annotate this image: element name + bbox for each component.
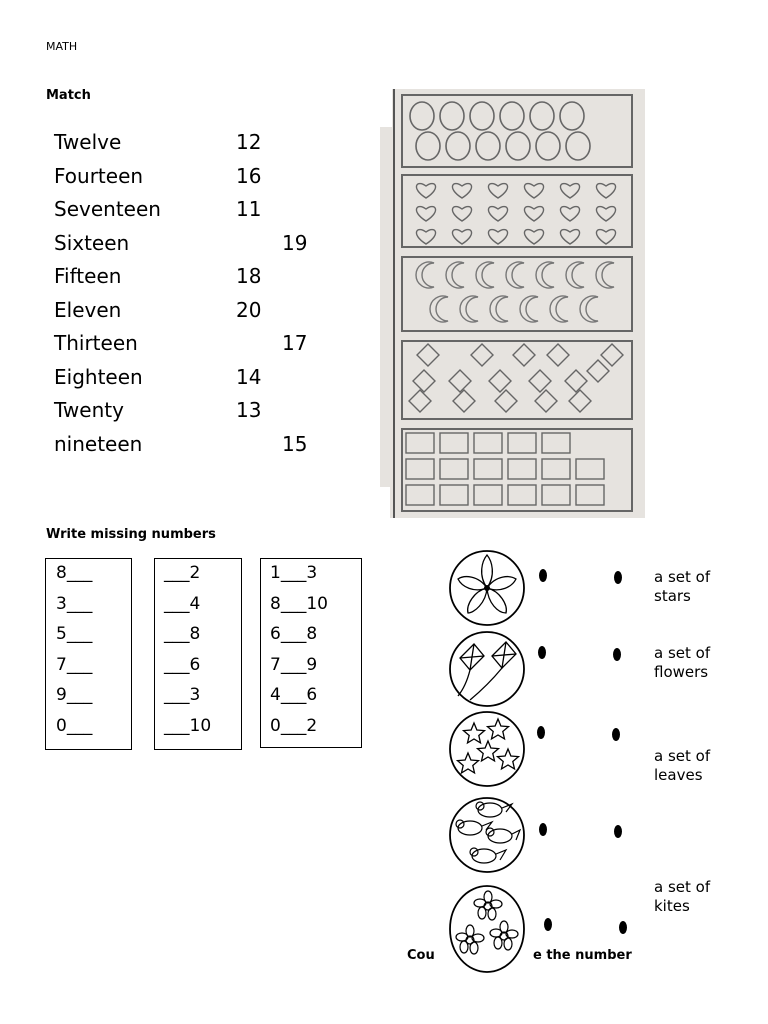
match-word: Fourteen bbox=[54, 164, 144, 188]
heart-icon bbox=[488, 184, 507, 198]
count-instruction-end: e the number bbox=[533, 948, 632, 963]
square-icon bbox=[474, 485, 502, 505]
square-icon bbox=[508, 459, 536, 479]
set-label-stars: a set of stars bbox=[654, 568, 711, 605]
leaf-circle-icon bbox=[448, 549, 526, 627]
match-number: 15 bbox=[282, 432, 308, 456]
blank-line: 3___ bbox=[56, 594, 93, 614]
moon-icon bbox=[416, 262, 434, 288]
oval-icon bbox=[560, 102, 584, 130]
moon-icon bbox=[596, 262, 614, 288]
match-word: Eighteen bbox=[54, 365, 143, 389]
diamond-icon bbox=[449, 370, 471, 392]
blank-line: 1___3 bbox=[270, 563, 318, 583]
oval-icon bbox=[500, 102, 524, 130]
diamond-icon bbox=[417, 344, 439, 366]
blank-line: 6___8 bbox=[270, 624, 318, 644]
diamond-icon bbox=[471, 344, 493, 366]
oval-icons bbox=[410, 102, 590, 160]
blank-line: 8___ bbox=[56, 563, 93, 583]
square-icon bbox=[542, 485, 570, 505]
match-dot-left[interactable] bbox=[539, 569, 547, 582]
heart-icon bbox=[452, 230, 471, 244]
heart-icon bbox=[416, 207, 435, 221]
square-icon bbox=[440, 459, 468, 479]
square-icon bbox=[406, 459, 434, 479]
match-title: Match bbox=[46, 88, 91, 103]
match-number: 20 bbox=[236, 298, 262, 322]
heart-icon bbox=[452, 207, 471, 221]
match-number: 19 bbox=[282, 231, 308, 255]
match-dot-right[interactable] bbox=[619, 921, 627, 934]
moon-icon bbox=[550, 296, 568, 322]
oval-icon bbox=[566, 132, 590, 160]
square-icon bbox=[474, 433, 502, 453]
match-number: 17 bbox=[282, 331, 308, 355]
diamond-icon bbox=[453, 390, 475, 412]
heart-icon bbox=[524, 207, 543, 221]
moon-icon bbox=[476, 262, 494, 288]
diamond-icon bbox=[409, 390, 431, 412]
match-number: 11 bbox=[236, 197, 262, 221]
match-dot-right[interactable] bbox=[612, 728, 620, 741]
moon-icon bbox=[460, 296, 478, 322]
set-label-kites: a set of kites bbox=[654, 878, 711, 915]
square-icon bbox=[474, 459, 502, 479]
square-icon bbox=[576, 459, 604, 479]
square-icon bbox=[542, 433, 570, 453]
square-row bbox=[402, 429, 632, 511]
blank-line: 8___10 bbox=[270, 594, 328, 614]
heart-icon bbox=[488, 230, 507, 244]
diamond-icon bbox=[565, 370, 587, 392]
heart-icon bbox=[524, 184, 543, 198]
match-word: Fifteen bbox=[54, 264, 122, 288]
match-word: Sixteen bbox=[54, 231, 130, 255]
missing-numbers-box-2 bbox=[154, 558, 242, 750]
picture-sets-drawing bbox=[380, 89, 645, 518]
kite-circle-icon bbox=[448, 630, 526, 708]
moon-icon bbox=[566, 262, 584, 288]
moon-icon bbox=[506, 262, 524, 288]
heart-icon bbox=[524, 230, 543, 244]
count-instruction-start: Cou bbox=[407, 948, 435, 963]
match-number: 13 bbox=[236, 398, 262, 422]
oval-icon bbox=[410, 102, 434, 130]
oval-icon bbox=[476, 132, 500, 160]
diamond-icon bbox=[529, 370, 551, 392]
heart-icon bbox=[488, 207, 507, 221]
square-icon bbox=[406, 485, 434, 505]
blank-line: 5___ bbox=[56, 624, 93, 644]
moon-icon bbox=[580, 296, 598, 322]
oval-icon bbox=[440, 102, 464, 130]
oval-icon bbox=[470, 102, 494, 130]
page-header: MATH bbox=[46, 40, 78, 53]
square-icon bbox=[406, 433, 434, 453]
blank-line: ___4 bbox=[164, 594, 201, 614]
square-icons bbox=[406, 433, 604, 505]
heart-icon bbox=[596, 230, 615, 244]
moon-icon bbox=[520, 296, 538, 322]
match-number: 18 bbox=[236, 264, 262, 288]
moon-icons bbox=[416, 262, 614, 322]
diamond-icon bbox=[601, 344, 623, 366]
match-dot-right[interactable] bbox=[614, 571, 622, 584]
star-circle-icon bbox=[448, 710, 526, 788]
match-word: Twenty bbox=[54, 398, 124, 422]
set-label-leaves: a set of leaves bbox=[654, 747, 711, 784]
blank-line: ___3 bbox=[164, 685, 201, 705]
match-word: Thirteen bbox=[54, 331, 138, 355]
blank-line: ___8 bbox=[164, 624, 201, 644]
match-word: Twelve bbox=[54, 130, 122, 154]
diamond-icon bbox=[547, 344, 569, 366]
oval-icon bbox=[536, 132, 560, 160]
square-icon bbox=[576, 485, 604, 505]
diamond-icon bbox=[513, 344, 535, 366]
diamond-icon bbox=[587, 360, 609, 382]
match-number: 16 bbox=[236, 164, 262, 188]
set-label-flowers: a set of flowers bbox=[654, 644, 711, 681]
diamond-icons bbox=[409, 344, 623, 412]
blank-line: 9___ bbox=[56, 685, 93, 705]
moon-icon bbox=[446, 262, 464, 288]
heart-icon bbox=[416, 230, 435, 244]
heart-icon bbox=[452, 184, 471, 198]
match-word: nineteen bbox=[54, 432, 143, 456]
blank-line: 0___ bbox=[56, 716, 93, 736]
heart-icons bbox=[416, 184, 615, 244]
match-number: 14 bbox=[236, 365, 262, 389]
diamond-icon bbox=[489, 370, 511, 392]
oval-icon bbox=[506, 132, 530, 160]
blank-line: 0___2 bbox=[270, 716, 318, 736]
square-icon bbox=[440, 485, 468, 505]
heart-icon bbox=[560, 184, 579, 198]
square-icon bbox=[440, 433, 468, 453]
square-icon bbox=[508, 433, 536, 453]
oval-icon bbox=[530, 102, 554, 130]
moon-icon bbox=[536, 262, 554, 288]
match-dot-left[interactable] bbox=[537, 726, 545, 739]
diamond-icon bbox=[495, 390, 517, 412]
match-dot-left[interactable] bbox=[544, 918, 552, 931]
heart-icon bbox=[596, 207, 615, 221]
missing-numbers-title: Write missing numbers bbox=[46, 527, 216, 542]
match-dot-right[interactable] bbox=[614, 825, 622, 838]
blank-line: ___10 bbox=[164, 716, 212, 736]
flower-circle-icon bbox=[448, 884, 526, 974]
blank-line: 7___9 bbox=[270, 655, 318, 675]
heart-icon bbox=[560, 230, 579, 244]
match-dot-left[interactable] bbox=[539, 823, 547, 836]
blank-line: 7___ bbox=[56, 655, 93, 675]
oval-icon bbox=[446, 132, 470, 160]
square-icon bbox=[542, 459, 570, 479]
square-icon bbox=[508, 485, 536, 505]
picture-sets-photo bbox=[380, 89, 645, 518]
bird-circle-icon bbox=[448, 796, 526, 874]
moon-icon bbox=[490, 296, 508, 322]
moon-icon bbox=[430, 296, 448, 322]
diamond-icon bbox=[535, 390, 557, 412]
blank-line: 4___6 bbox=[270, 685, 318, 705]
missing-numbers-box-3 bbox=[260, 558, 362, 748]
match-number: 12 bbox=[236, 130, 262, 154]
diamond-icon bbox=[413, 370, 435, 392]
diamond-icon bbox=[569, 390, 591, 412]
match-word: Eleven bbox=[54, 298, 122, 322]
heart-icon bbox=[560, 207, 579, 221]
match-word: Seventeen bbox=[54, 197, 161, 221]
heart-icon bbox=[416, 184, 435, 198]
match-dot-right[interactable] bbox=[613, 648, 621, 661]
blank-line: ___6 bbox=[164, 655, 201, 675]
oval-icon bbox=[416, 132, 440, 160]
heart-icon bbox=[596, 184, 615, 198]
match-dot-left[interactable] bbox=[538, 646, 546, 659]
missing-numbers-box-1 bbox=[45, 558, 132, 750]
blank-line: ___2 bbox=[164, 563, 201, 583]
